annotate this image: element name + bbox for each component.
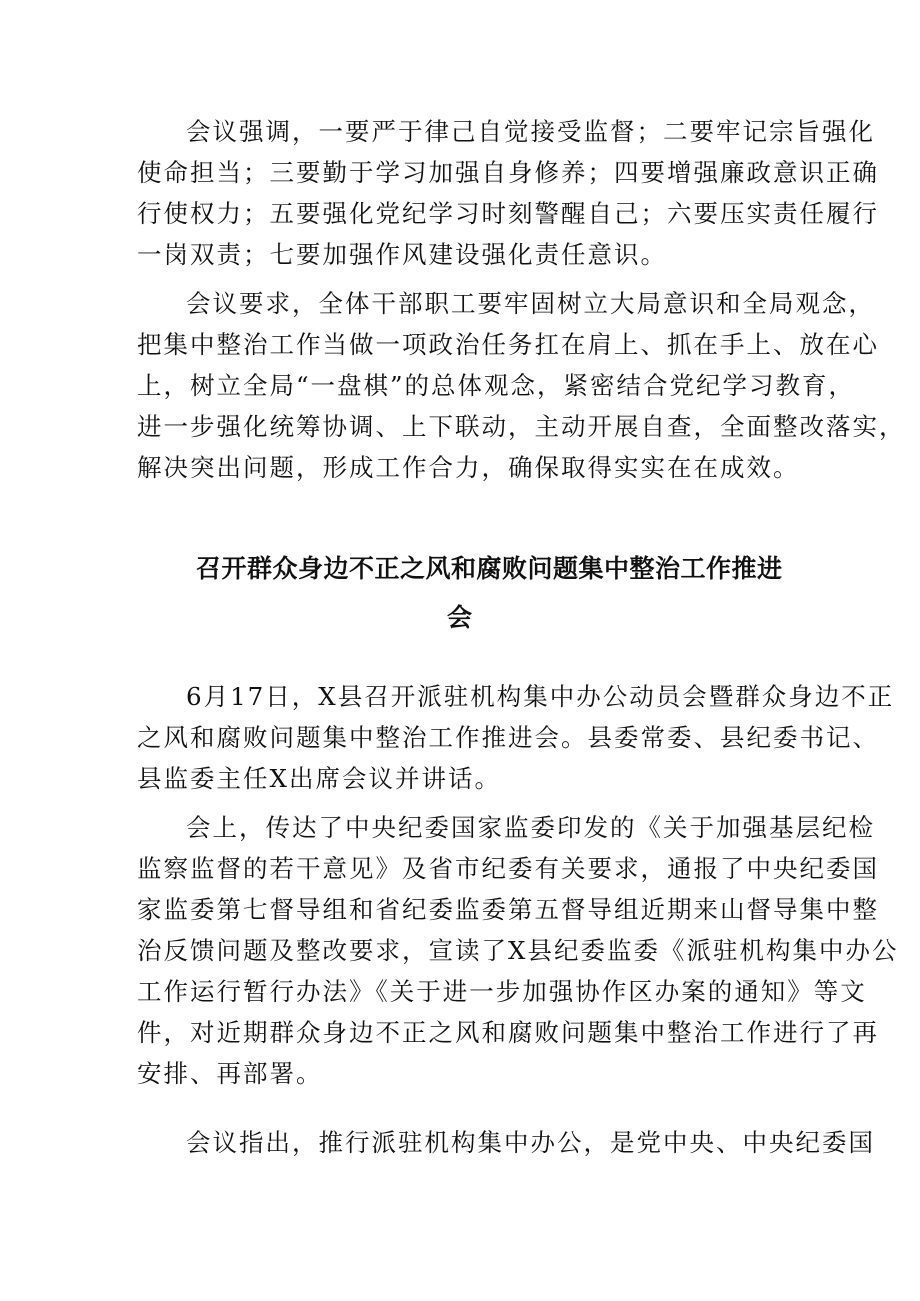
paragraph-line: 治反馈问题及整改要求，宣读了X县纪委监委《派驻机构集中办公 — [137, 936, 899, 965]
paragraph-line: 进一步强化统筹协调、上下联动，主动开展自查，全面整改落实， — [137, 412, 906, 441]
paragraph-line: 上，树立全局“一盘棋”的总体观念，紧密结合党纪学习教育， — [137, 371, 856, 400]
heading-line: 召开群众身边不正之风和腐败问题集中整治工作推进 — [196, 554, 783, 583]
paragraph-line: 6月17日，X县召开派驻机构集中办公动员会暨群众身边不正 — [186, 682, 895, 711]
paragraph-line: 使命担当；三要勤于学习加强自身修养；四要增强廉政意识正确 — [137, 158, 879, 187]
paragraph-line: 工作运行暂行办法》《关于进一步加强协作区办案的通知》等文 — [137, 977, 867, 1006]
paragraph-line: 一岗双责；七要加强作风建设强化责任意识。 — [137, 240, 667, 269]
paragraph-line: 行使权力；五要强化党纪学习时刻警醒自己；六要压实责任履行 — [137, 199, 879, 228]
paragraph-line: 会上，传达了中央纪委国家监委印发的《关于加强基层纪检 — [186, 813, 875, 842]
paragraph-line: 家监委第七督导组和省纪委监委第五督导组近期来山督导集中整 — [137, 895, 879, 924]
heading-line: 会 — [447, 603, 473, 632]
paragraph-line: 县监委主任X出席会议并讲话。 — [137, 764, 501, 793]
paragraph-line: 会议要求，全体干部职工要牢固树立大局意识和全局观念， — [186, 289, 875, 318]
paragraph-line: 会议指出，推行派驻机构集中办公，是党中央、中央纪委国 — [186, 1128, 875, 1157]
paragraph-line: 之风和腐败问题集中整治工作推进会。县委常委、县纪委书记、 — [137, 723, 879, 752]
paragraph-line: 把集中整治工作当做一项政治任务扛在肩上、抓在手上、放在心 — [137, 330, 879, 359]
paragraph-line: 件，对近期群众身边不正之风和腐败问题集中整治工作进行了再 — [137, 1018, 879, 1047]
paragraph-line: 会议强调，一要严于律己自觉接受监督；二要牢记宗旨强化 — [186, 117, 875, 146]
paragraph-line: 安排、再部署。 — [137, 1059, 323, 1088]
paragraph-line: 监察监督的若干意见》及省市纪委有关要求，通报了中央纪委国 — [137, 854, 879, 883]
paragraph-line: 解决突出问题，形成工作合力，确保取得实实在在成效。 — [137, 453, 800, 482]
